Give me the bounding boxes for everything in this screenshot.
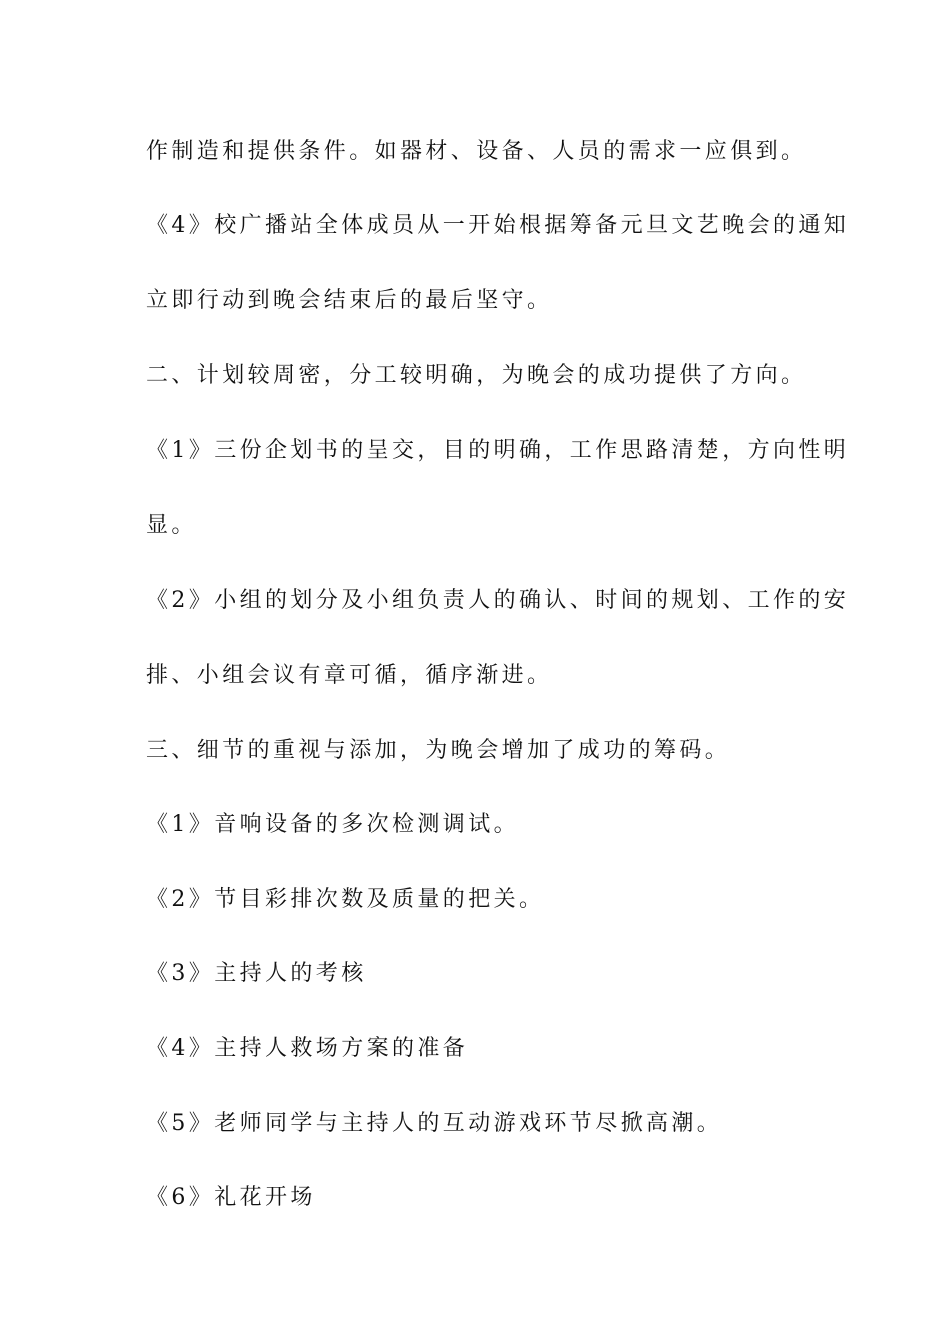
text-line: 《6》礼花开场: [146, 1185, 316, 1210]
text-line: 《5》老师同学与主持人的互动游戏环节尽掀高潮。: [146, 1111, 723, 1136]
text-line: 《3》主持人的考核: [146, 961, 367, 986]
text-line: 排、小组会议有章可循，循序渐进。: [146, 663, 553, 688]
text-line: 《1》音响设备的多次检测调试。: [146, 812, 519, 837]
text-line: 作制造和提供条件。如器材、设备、人员的需求一应俱到。: [146, 139, 807, 164]
text-line: 《2》小组的划分及小组负责人的确认、时间的规划、工作的安: [146, 588, 850, 613]
text-line: 《4》主持人救场方案的准备: [146, 1036, 469, 1061]
text-line: 显。: [146, 513, 197, 538]
section-heading: 二、计划较周密，分工较明确，为晚会的成功提供了方向。: [146, 363, 807, 388]
section-heading: 三、细节的重视与添加，为晚会增加了成功的筹码。: [146, 738, 731, 763]
text-line: 《1》三份企划书的呈交，目的明确，工作思路清楚，方向性明: [146, 438, 850, 463]
text-line: 《4》校广播站全体成员从一开始根据筹备元旦文艺晚会的通知: [146, 213, 850, 238]
text-line: 立即行动到晚会结束后的最后坚守。: [146, 288, 553, 313]
text-line: 《2》节目彩排次数及质量的把关。: [146, 887, 545, 912]
